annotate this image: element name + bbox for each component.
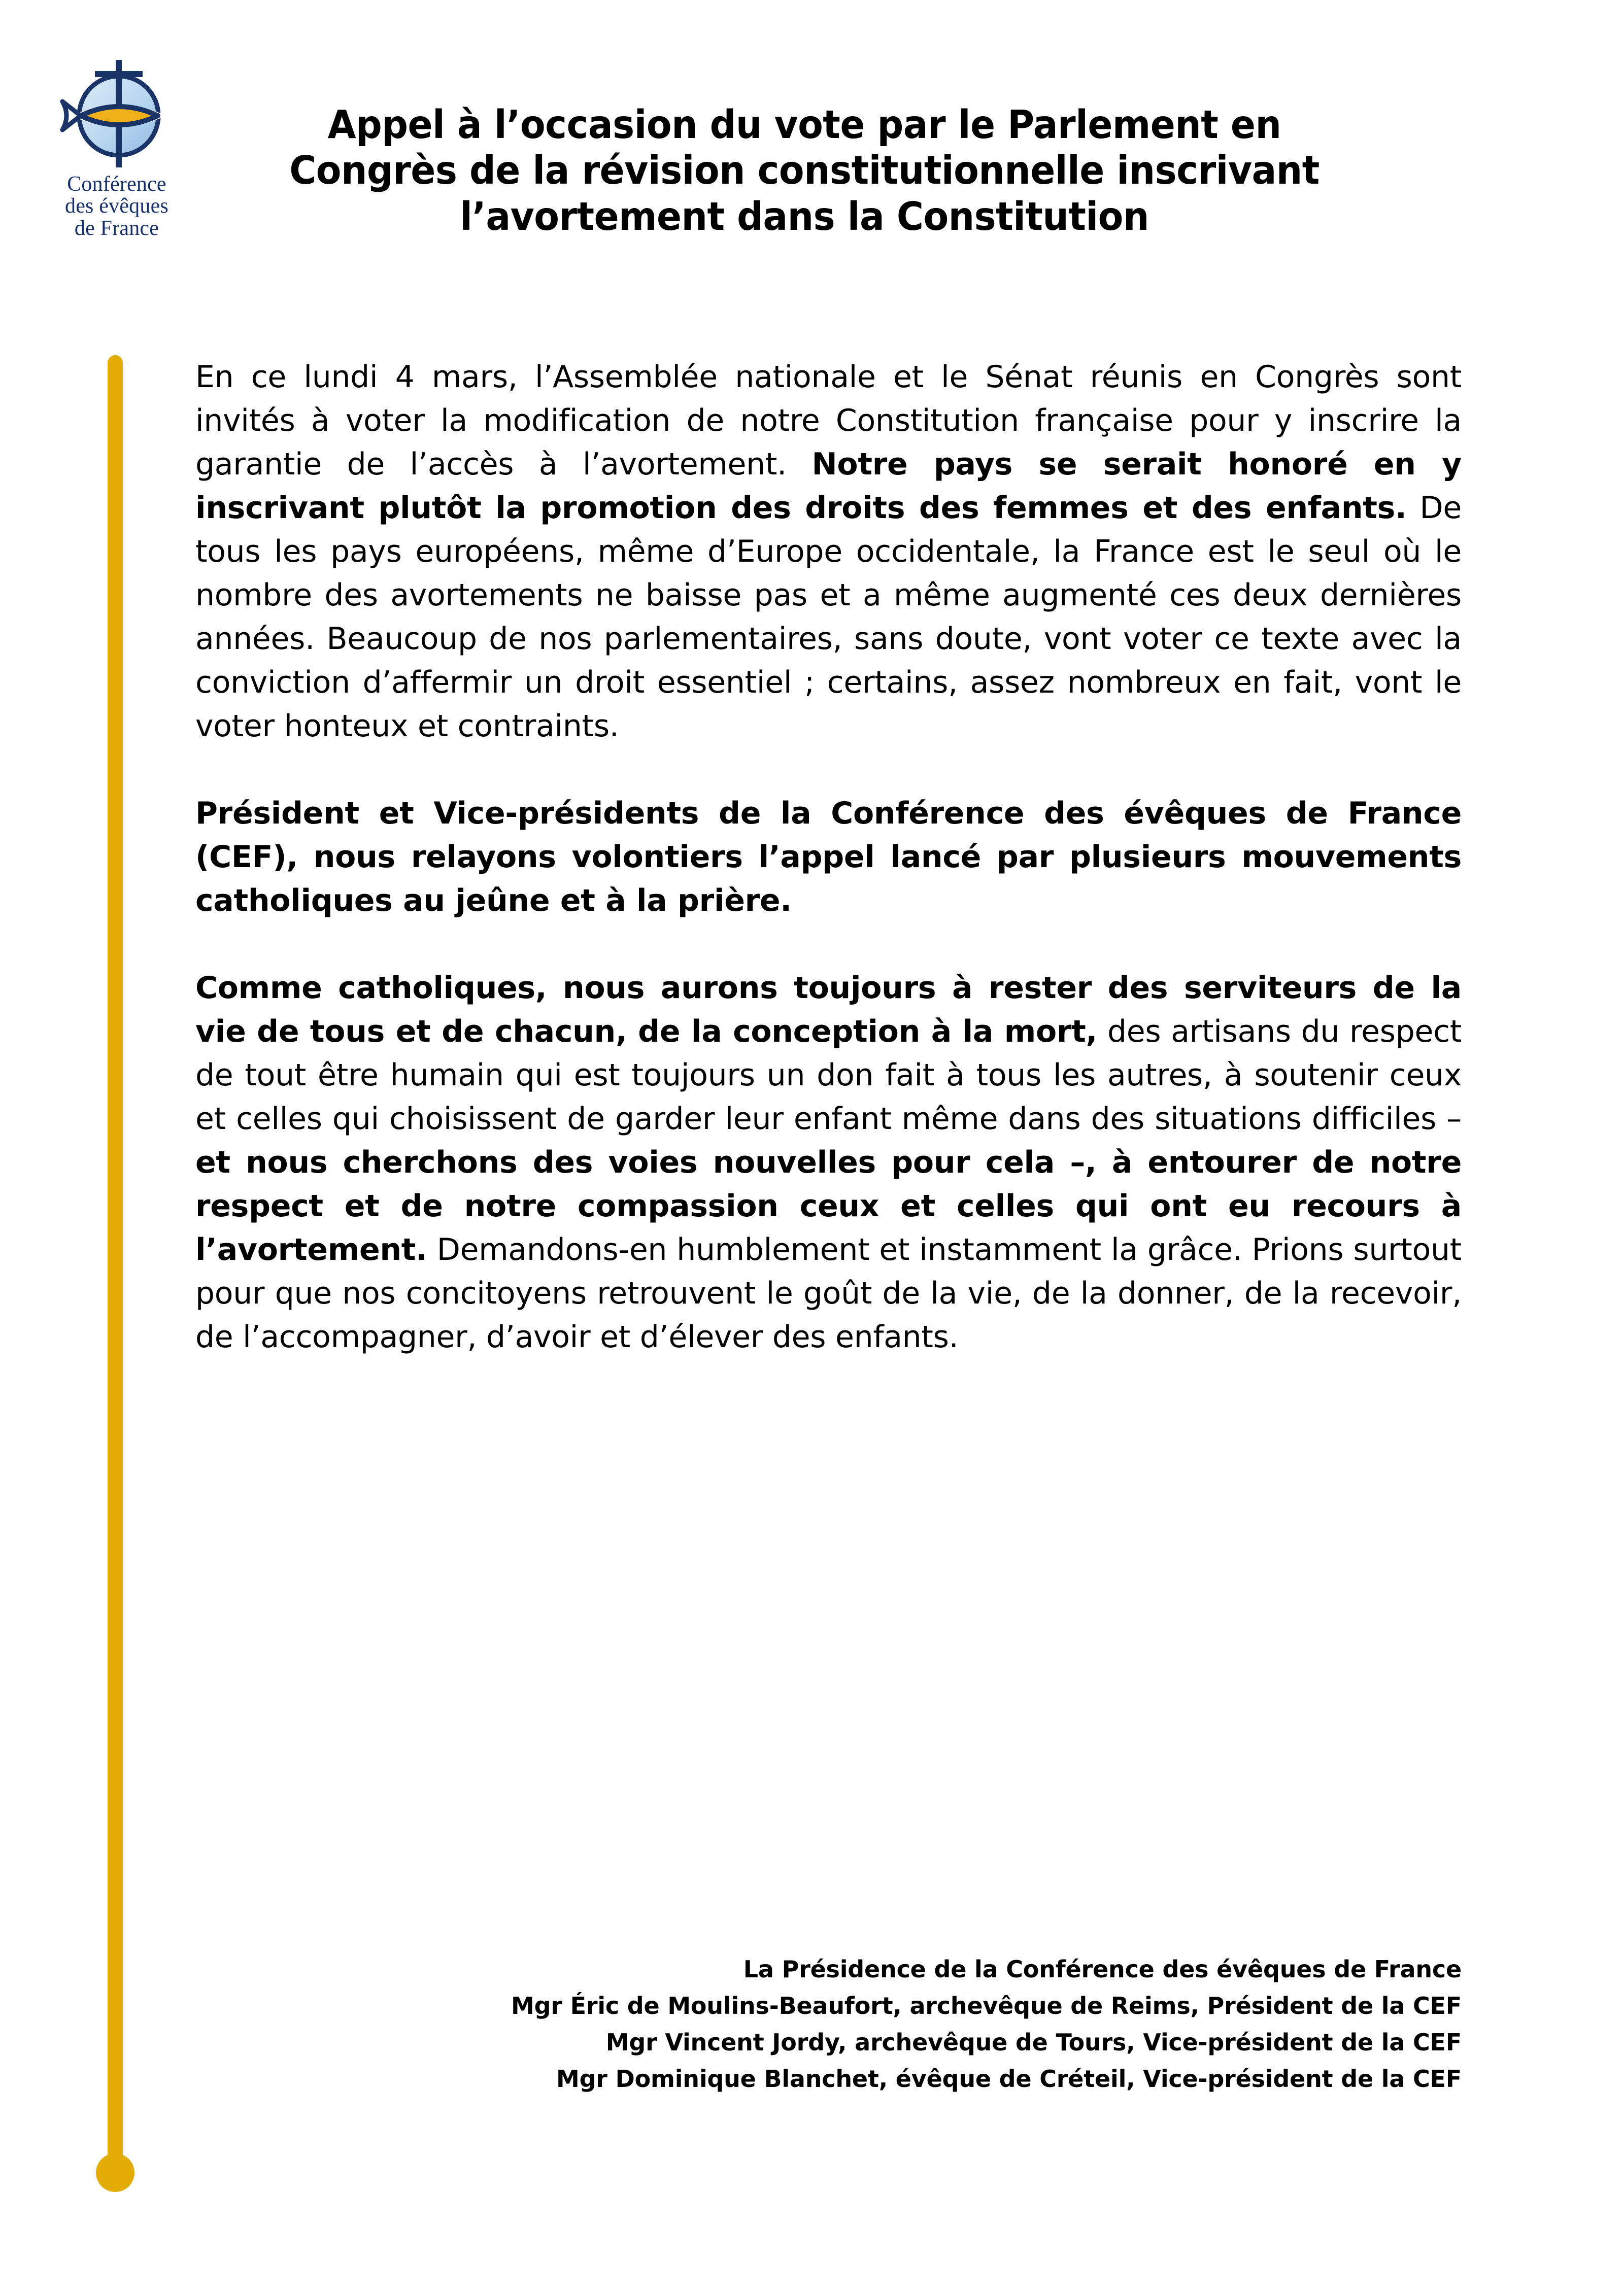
- text-run: des artisans du respect de tout être humain qui est toujours un don fait à tous les autres, à soutenir ceux et celles qui choisissent de garder leur enfant même dans des situations difficiles –: [195, 1014, 1462, 1137]
- paragraph-p1: [195, 355, 1462, 748]
- text-run: En ce lundi 4 mars, l’Assemblée nationale et le Sénat réunis en Congrès sont invités à voter la modification de notre Constitution française pour y inscrire la garantie de l’accès à l’avortement.: [195, 359, 1462, 482]
- signature-line-3: Mgr Vincent Jordy, archevêque de Tours, Vice-président de la CEF: [605, 2029, 1462, 2056]
- accent-rail: [108, 355, 123, 2174]
- accent-rail-dot-icon: [96, 2153, 134, 2192]
- cef-wordmark: [41, 174, 193, 239]
- cef-logo: [41, 45, 193, 239]
- article-body: [195, 355, 1462, 1359]
- cef-emblem-icon: [58, 45, 175, 172]
- paragraph-p3: [195, 966, 1462, 1359]
- signature-block: [195, 1951, 1462, 2097]
- text-run-bold: Comme catholiques, nous aurons toujours à rester des serviteurs de la vie de tous et de chacun, de la conception à la mort,: [195, 970, 1462, 1049]
- cef-wordmark-line-1: Conférence: [67, 173, 166, 196]
- signature-line-4: Mgr Dominique Blanchet, évêque de Créteil, Vice-président de la CEF: [556, 2065, 1462, 2093]
- cef-wordmark-line-2: des évêques: [65, 194, 168, 218]
- text-run-bold: Notre pays se serait honoré en y inscrivant plutôt la promotion des droits des femmes et des enfants.: [195, 447, 1462, 526]
- paragraph-p2: [195, 792, 1462, 922]
- page-title: Appel à l’occasion du vote par le Parlement en Congrès de la révision constitutionnelle inscrivant l’avortement dans la Constitution: [289, 102, 1319, 240]
- text-run: De tous les pays européens, même d’Europe occidentale, la France est le seul où le nombre des avortements ne baisse pas et a même augmenté ces deux dernières années. Beaucoup de nos parlementaires, sans doute, vont voter ce texte avec la conviction d’affermir un droit essentiel ; certains, assez nombreux en fait, vont le voter honteux et contraints.: [195, 490, 1462, 744]
- signature-line-2: Mgr Éric de Moulins-Beaufort, archevêque de Reims, Président de la CEF: [511, 1992, 1462, 2019]
- text-run: Demandons-en humblement et instamment la grâce. Prions surtout pour que nos concitoyens retrouvent le goût de la vie, de la donner, de la recevoir, de l’accompagner, d’avoir et d’élever des enfants.: [195, 1232, 1462, 1355]
- text-run-bold: et nous cherchons des voies nouvelles pour cela –, à entourer de notre respect et de notre compassion ceux et celles qui ont eu recours à l’avortement.: [195, 1145, 1462, 1267]
- text-run-bold: Président et Vice-présidents de la Conférence des évêques de France (CEF), nous relayons volontiers l’appel lancé par plusieurs mouvements catholiques au jeûne et à la prière.: [195, 796, 1462, 918]
- cef-wordmark-line-3: de France: [74, 216, 159, 240]
- signature-line-1: La Présidence de la Conférence des évêques de France: [743, 1956, 1462, 1983]
